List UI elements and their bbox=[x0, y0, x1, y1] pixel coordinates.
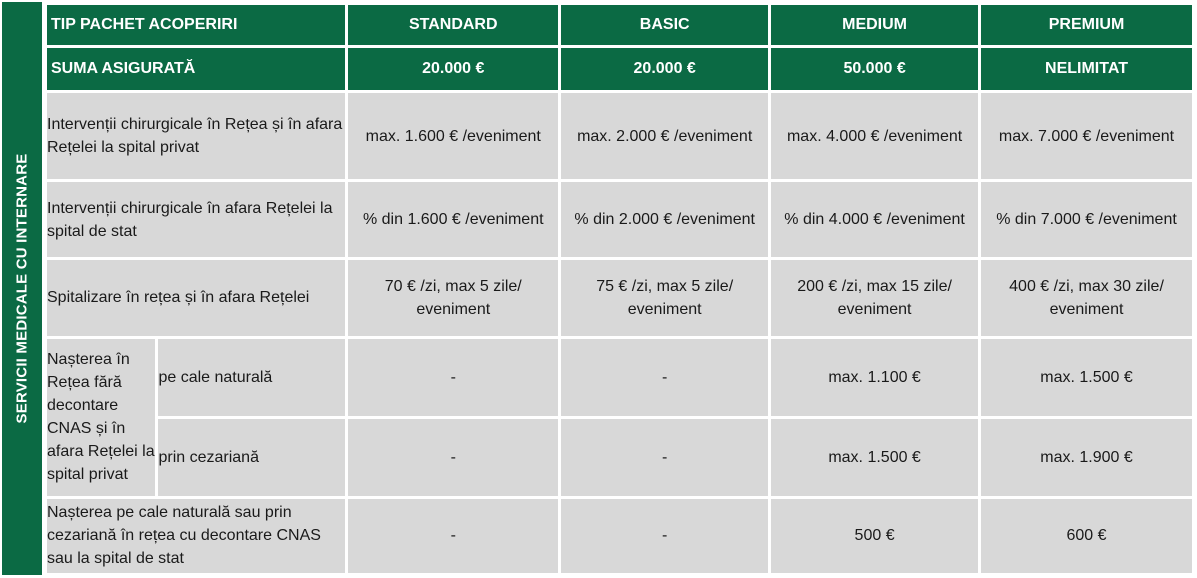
sum-insured-row bbox=[47, 48, 1192, 90]
cell-standard: max. 1.600 € /eveniment bbox=[348, 93, 558, 179]
birth-group-label: Nașterea în Rețea fără decontare CNAS și în afara Rețelei la spital privat bbox=[47, 339, 155, 496]
row-label: Intervenții chirurgicale în Rețea și în afara Rețelei la spital privat bbox=[47, 93, 345, 179]
cell-medium: 200 € /zi, max 15 zile/ eveniment bbox=[771, 260, 978, 335]
header-plan-premium: PREMIUM bbox=[981, 5, 1192, 45]
cell-medium: max. 1.500 € bbox=[771, 419, 978, 496]
cell-standard: - bbox=[348, 339, 558, 416]
cell-medium: max. 1.100 € bbox=[771, 339, 978, 416]
subrow-label-cesarean: prin cezariană bbox=[158, 419, 345, 496]
cell-basic: - bbox=[561, 339, 768, 416]
cell-basic: max. 2.000 € /eveniment bbox=[561, 93, 768, 179]
sum-insured-label: SUMA ASIGURATĂ bbox=[47, 48, 345, 90]
cell-medium: 500 € bbox=[771, 499, 978, 573]
table-row bbox=[47, 339, 1192, 416]
header-plan-medium: MEDIUM bbox=[771, 5, 978, 45]
sum-insured-medium: 50.000 € bbox=[771, 48, 978, 90]
header-plan-standard: STANDARD bbox=[348, 5, 558, 45]
cell-premium: max. 1.500 € bbox=[981, 339, 1192, 416]
cell-standard: % din 1.600 € /eveniment bbox=[348, 182, 558, 257]
row-label: Intervenții chirurgicale în afara Rețelei la spital de stat bbox=[47, 182, 345, 257]
table-row bbox=[47, 419, 1192, 496]
cell-standard: - bbox=[348, 499, 558, 573]
table-row bbox=[47, 499, 1192, 573]
subrow-label-natural: pe cale naturală bbox=[158, 339, 345, 416]
cell-basic: 75 € /zi, max 5 zile/ eveniment bbox=[561, 260, 768, 335]
table-row bbox=[47, 93, 1192, 179]
cell-medium: max. 4.000 € /eveniment bbox=[771, 93, 978, 179]
cell-basic: % din 2.000 € /eveniment bbox=[561, 182, 768, 257]
sum-insured-basic: 20.000 € bbox=[561, 48, 768, 90]
header-package-type: TIP PACHET ACOPERIRI bbox=[47, 5, 345, 45]
cell-premium: % din 7.000 € /eveniment bbox=[981, 182, 1192, 257]
table-header-row bbox=[47, 5, 1192, 45]
sum-insured-standard: 20.000 € bbox=[348, 48, 558, 90]
cell-standard: 70 € /zi, max 5 zile/ eveniment bbox=[348, 260, 558, 335]
header-plan-basic: BASIC bbox=[561, 5, 768, 45]
row-label: Spitalizare în rețea și în afara Rețelei bbox=[47, 260, 345, 335]
cell-medium: % din 4.000 € /eveniment bbox=[771, 182, 978, 257]
sum-insured-premium: NELIMITAT bbox=[981, 48, 1192, 90]
cell-premium: 600 € bbox=[981, 499, 1192, 573]
side-category-text: SERVICII MEDICALE CU INTERNARE bbox=[13, 153, 31, 424]
table-row bbox=[47, 182, 1192, 257]
row-label: Nașterea pe cale naturală sau prin cezariană în rețea cu decontare CNAS sau la spital de stat bbox=[47, 499, 345, 573]
cell-standard: - bbox=[348, 419, 558, 496]
table-row bbox=[47, 260, 1192, 335]
coverage-table bbox=[44, 2, 1195, 576]
cell-premium: max. 7.000 € /eveniment bbox=[981, 93, 1192, 179]
cell-basic: - bbox=[561, 499, 768, 573]
cell-premium: 400 € /zi, max 30 zile/ eveniment bbox=[981, 260, 1192, 335]
side-category-label bbox=[2, 2, 42, 575]
cell-premium: max. 1.900 € bbox=[981, 419, 1192, 496]
cell-basic: - bbox=[561, 419, 768, 496]
